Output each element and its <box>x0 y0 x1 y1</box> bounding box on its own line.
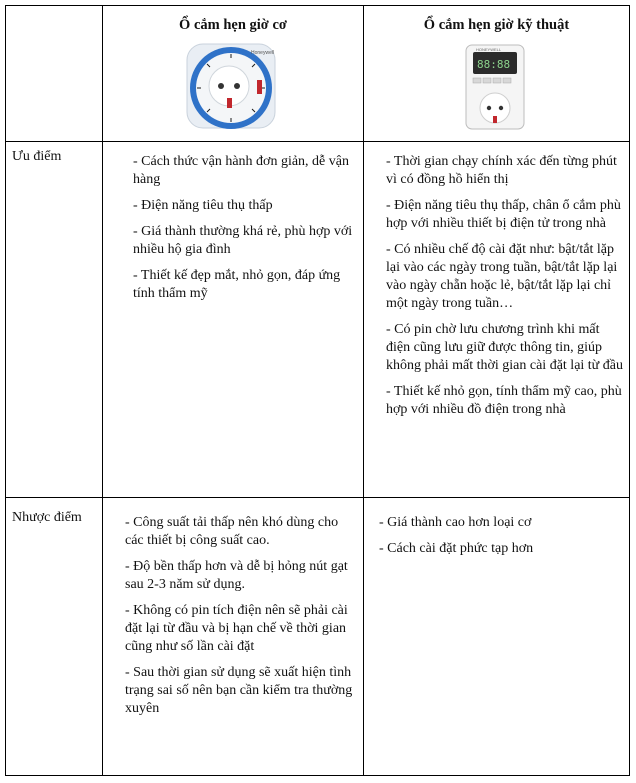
table-border-left <box>5 5 6 776</box>
table-border-top <box>5 5 630 6</box>
table-col-divider-2 <box>363 5 364 776</box>
list-item: - Có nhiều chế độ cài đặt như: bật/tắt lặp lại vào các ngày trong tuần, bật/tắt lặp lại vào ngày chẵn hoặc lẻ, bật/tắt lặp lại chỉ một ngày trong tuần… <box>386 242 618 311</box>
table-rule-row1 <box>5 497 630 498</box>
list-item: - Không có pin tích điện nên sẽ phải cài đặt lại từ đầu và bị hạn chế về thời gian cũng như số lần cài đặt <box>125 603 348 654</box>
digital-brand-mark: HONEYWELL <box>476 47 502 52</box>
list-item: - Độ bền thấp hơn và dễ bị hỏng nút gạt sau 2-3 năm sử dụng. <box>125 559 348 592</box>
list-item: - Giá thành cao hơn loại cơ <box>379 515 532 530</box>
svg-text:88:88: 88:88 <box>477 58 511 71</box>
mechanical-brand-mark: Honeywell <box>251 50 275 56</box>
list-item: - Có pin chờ lưu chương trình khi mất điện cũng lưu giữ được thông tin, giúp không phải mất thời gian cài đặt lại từ đầu <box>386 322 623 373</box>
list-item: - Cách thức vận hành đơn giản, dễ vận hàng <box>133 154 349 187</box>
list-item: - Công suất tải thấp nên khó dùng cho các thiết bị công suất cao. <box>125 515 339 548</box>
list-item: - Thời gian chạy chính xác đến từng phút vì có đồng hồ hiển thị <box>386 154 617 187</box>
disadvantages-digital-list <box>379 514 619 566</box>
list-item: - Điện năng tiêu thụ thấp, chân ổ cắm phù hợp với nhiều thiết bị điện tử trong nhà <box>386 198 621 231</box>
list-item: - Giá thành thường khá rẻ, phù hợp với nhiều hộ gia đình <box>133 224 353 257</box>
advantages-mechanical-list <box>133 153 355 311</box>
mechanical-timer-socket-image <box>183 40 279 132</box>
list-item: - Sau thời gian sử dụng sẽ xuất hiện tình trạng sai số nên bạn cần kiểm tra thường xuyên <box>125 665 353 716</box>
list-item: - Cách cài đặt phức tạp hơn <box>379 541 534 556</box>
advantages-digital-list <box>386 153 624 427</box>
list-item: - Thiết kế nhỏ gọn, tính thẩm mỹ cao, phù hợp với nhiều đồ điện trong nhà <box>386 384 622 417</box>
table-rule-header <box>5 141 630 142</box>
table-border-bottom <box>5 775 630 776</box>
table-border-right <box>629 5 630 776</box>
row-label-advantages: Ưu điểm <box>12 149 62 164</box>
table-col-divider-1 <box>102 5 103 776</box>
disadvantages-mechanical-list <box>125 514 353 726</box>
header-digital-timer: Ổ cắm hẹn giờ kỹ thuật <box>423 17 570 33</box>
list-item: - Điện năng tiêu thụ thấp <box>133 198 273 213</box>
digital-timer-socket-image <box>463 42 527 132</box>
header-mechanical-timer: Ổ cắm hẹn giờ cơ <box>179 17 287 33</box>
list-item: - Thiết kế đẹp mắt, nhỏ gọn, đáp ứng tính thẩm mỹ <box>133 268 341 301</box>
row-label-disadvantages: Nhược điểm <box>12 510 82 525</box>
